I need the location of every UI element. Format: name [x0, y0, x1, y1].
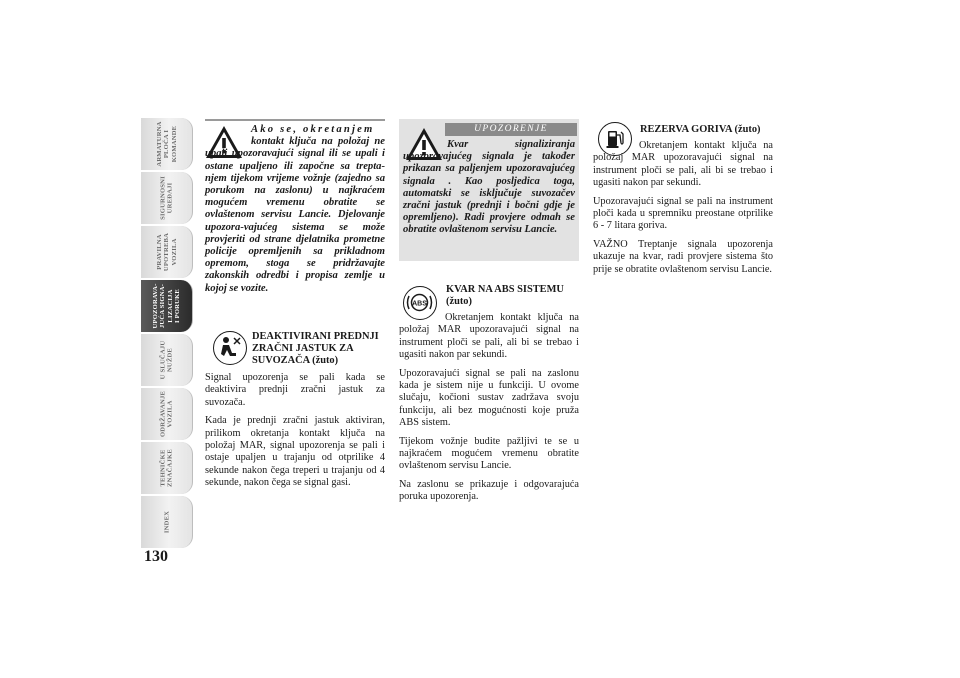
abs-paragraph-4: Na zaslonu se prikazuje i odgovarajuća poruka upozorenja. [399, 478, 579, 503]
abs-paragraph-2: Upozoravajući signal se pali na zaslonu kada je sistem nije u funkciji. U ovome slučaju, kočioni sustav zadržava svoju funkciju, ali bez mogućnosti koje pruža ABS sistem. [399, 367, 579, 429]
tab-pravilna-upotreba[interactable]: PRAVILNA UPOTREBA VOZILA [141, 226, 193, 278]
warning-box-text [403, 139, 575, 237]
airbag-text [205, 372, 385, 496]
airbag-off-icon [213, 331, 247, 365]
tab-index[interactable]: INDEX [141, 496, 193, 548]
tab-tehnicke-znacajke[interactable]: TEHNIČKE ZNAČAJKE [141, 442, 193, 494]
warning-first-line: Ako se, okretanjem [251, 124, 375, 135]
warning-body: kontakt ključa na položaj ne upali upozoravajući signal ili se upali i ostane upaljeno ili započne sa trepta-njem tijekom vrijeme vožnje (zajedno sa porukom na zaslonu) u najkraćem mogućem vremenu obratite se ovlaštenom servisu Lancie. Djelovanje upozora-vajućeg sistema se može provjeriti od strane djelatnika prometne policije opremljenih sa prikladnom opremom, stoga se pridržavajte zakonskih odredbi i propisa zemlje u kojoj se vozite. [205, 136, 385, 294]
fuel-paragraph-2: Upozoravajući signal se pali na instrument ploči kada u spremniku preostane otprilike 6 - 7 litara goriva. [593, 195, 773, 232]
tab-odrzavanje-vozila[interactable]: ODRŽAVANJE VOZILA [141, 388, 193, 440]
abs-paragraph-3: Tijekom vožnje budite pažljivi te se u najkraćem mogućem vremenu obratite ovlaštenom servisu Lancie. [399, 435, 579, 472]
page-number: 130 [144, 548, 168, 565]
fuel-paragraph-1: Okretanjem kontakt ključa na položaj MAR upozoravajući signal na instrument ploči se pali, ali bi se trebao i ugasiti nakon par sekundi. [593, 140, 773, 189]
warning-header: UPOZORENJE [445, 123, 577, 136]
tab-sigurnosni-uredaji[interactable]: SIGURNOSNI UREĐAJI [141, 172, 193, 224]
tab-u-slucaju-nuzde[interactable]: U SLUČAJU NUŽDE [141, 334, 193, 386]
abs-paragraph-1: Okretanjem kontakt ključa na položaj MAR upozoravajući signal na instrument ploči se pali, ali bi se trebao i ugasiti nakon par sekundi. [399, 312, 579, 361]
abs-heading: KVAR NA ABS SISTEMU (žuto) [446, 284, 564, 307]
fuel-paragraph-3: VAŽNO Treptanje signala upozorenja ukazuje na kvar, radi provjere sistema što prije se obratite ovlaštenom servisu Lancie. [593, 238, 773, 275]
airbag-paragraph-2: Kada je prednji zračni jastuk aktiviran, prilikom okretanja kontakt ključa na položaj MAR, signal upozorenja se pali i ostaje upaljen u trajanju od otprilike 4 sekunde nakon čega treperi u trajanju od 4 sekunde, nakon čega se signal gasi. [205, 415, 385, 489]
fuel-text [593, 140, 773, 282]
warning-box-body: Kvar signaliziranja upozoravajućeg signala je također prikazan sa paljenjem upozoravajućeg signala . Kao posljedica toga, automatski se isključuje suvozačev zračni jastuk (prednji i bočni gdje je opremljeno). Radi provjere odmah se obratite ovlaštenom servisu Lancie. [403, 139, 575, 236]
tab-armaturna-ploca[interactable]: ARMATURNA PLOČA I KOMANDE [141, 118, 193, 170]
fuel-heading: REZERVA GORIVA (žuto) [640, 124, 761, 135]
abs-text [399, 312, 579, 510]
airbag-heading: DEAKTIVIRANI PREDNJI ZRAČNI JASTUK ZA SUVOZAČA (žuto) [252, 331, 379, 366]
airbag-paragraph-1: Signal upozorenja se pali kada se deaktivira prednji zračni jastuk za suvozača. [205, 372, 385, 408]
abs-icon-label: ABS [412, 300, 427, 308]
tab-upozoravajuca-signalizacija[interactable]: UPOZORAVA- JUĆA SIGNA- LIZACIJA I PORUKE [141, 280, 193, 332]
warning-text-block [205, 124, 385, 295]
warning-top-rule [205, 119, 385, 121]
